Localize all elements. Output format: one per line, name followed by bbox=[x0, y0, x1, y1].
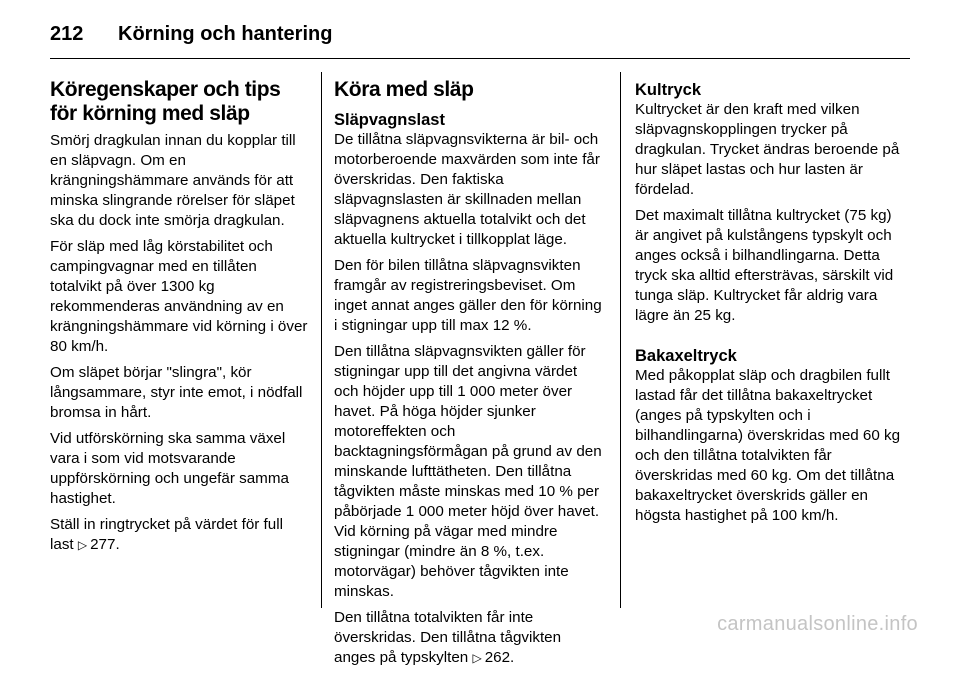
reference-arrow-icon: ▷ bbox=[77, 538, 88, 552]
paragraph: Det maximalt tillåtna kultrycket (75 kg) är angivet på kulstångens typskylt och anges också i bilhandlingarna. Detta tryck ska alltid eftersträvas, särskilt vid tunga släp. Kultrycket får aldrig vara lägre än 25 kg. bbox=[635, 207, 894, 324]
reference-arrow-icon: ▷ bbox=[472, 651, 482, 665]
subheading-trailer-load: Släpvagnslast bbox=[334, 111, 445, 129]
column-divider-2 bbox=[620, 72, 621, 608]
paragraph-with-reference bbox=[50, 515, 308, 555]
column-1 bbox=[50, 72, 308, 561]
paragraph: För släp med låg körstabilitet och campingvagnar med en tillåten totalvikt på över 1300 kg rekommenderas användning av en krängningshämmare vid körning i över 80 km/h. bbox=[50, 238, 308, 355]
section-title-towing: Köra med släp bbox=[334, 78, 474, 101]
column-2 bbox=[334, 72, 604, 674]
paragraph: Den för bilen tillåtna släpvagnsvikten framgår av registreringsbeviset. Om inget annat anges gäller den för körning i stigningar upp till max 12 %. bbox=[334, 257, 602, 334]
column-3 bbox=[635, 72, 907, 532]
page-number: 212 bbox=[50, 22, 84, 45]
watermark: carmanualsonline.info bbox=[717, 613, 918, 635]
subheading-rear-axle-load: Bakaxeltryck bbox=[635, 347, 737, 365]
column-divider-1 bbox=[321, 72, 322, 608]
spacer bbox=[635, 332, 907, 340]
header-rule bbox=[50, 58, 910, 59]
paragraph: Kultrycket är den kraft med vilken släpvagnskopplingen trycker på dragkulan. Trycket ändras beroende på hur släpet lastas och hur lasten är fördelad. bbox=[635, 101, 900, 198]
page-header bbox=[50, 18, 910, 50]
paragraph: Den tillåtna släpvagnsvikten gäller för stigningar upp till det angivna värdet och höjder upp till 1 000 meter över havet. På höga höjder sjunker motoreffekten och backtagningsförmågan på grund av den minskande lufttätheten. Den tillåtna tågvikten måste minskas med 10 % per påbörjade 1 000 meter höjd över havet. Vid körning på vägar med mindre stigningar (mindre än 8 %, t.ex. motorvägar) behöver tågvikten inte minskas. bbox=[334, 343, 602, 600]
paragraph: De tillåtna släpvagnsvikterna är bil- och motorberoende maxvärden som inte får överskridas. Den faktiska släpvagnslasten är skillnaden mellan släpvagnens aktuella totalvikt och det aktuella kultrycket i tillkopplat läge. bbox=[334, 131, 600, 248]
chapter-title: Körning och hantering bbox=[118, 22, 333, 45]
paragraph: Smörj dragkulan innan du kopplar till en släpvagn. Om en krängningshämmare används för att minska slingrande rörelser för släpet ska du dock inte smörja dragkulan. bbox=[50, 132, 296, 229]
page-reference-link[interactable]: 262. bbox=[484, 649, 515, 666]
subheading-ball-pressure: Kultryck bbox=[635, 81, 702, 99]
paragraph: Om släpet börjar "slingra", kör långsammare, styr inte emot, i nödfall bromsa in hårt. bbox=[50, 364, 303, 421]
paragraph: Vid utförskörning ska samma växel vara i som vid motsvarande uppförskörning och ungefär samma hastighet. bbox=[50, 430, 289, 507]
paragraph-with-reference bbox=[334, 608, 604, 668]
section-title-trailer-tips: Köregenskaper och tips för körning med släp bbox=[50, 78, 281, 125]
paragraph-text: Ställ in ringtrycket på värdet för full last bbox=[50, 516, 283, 553]
page-reference-link[interactable]: 277. bbox=[90, 536, 120, 553]
paragraph-text: Den tillåtna totalvikten får inte överskridas. Den tillåtna tågvikten anges på typskylten bbox=[334, 609, 562, 666]
paragraph: Med påkopplat släp och dragbilen fullt lastad får det tillåtna bakaxeltrycket (anges på typskylten och i bilhandlingarna) överskridas med 60 kg och den tillåtna totalvikten får överskridas med 60 kg. Om det tillåtna bakaxeltrycket överskrids gäller en högsta hastighet på 100 km/h. bbox=[635, 367, 901, 524]
